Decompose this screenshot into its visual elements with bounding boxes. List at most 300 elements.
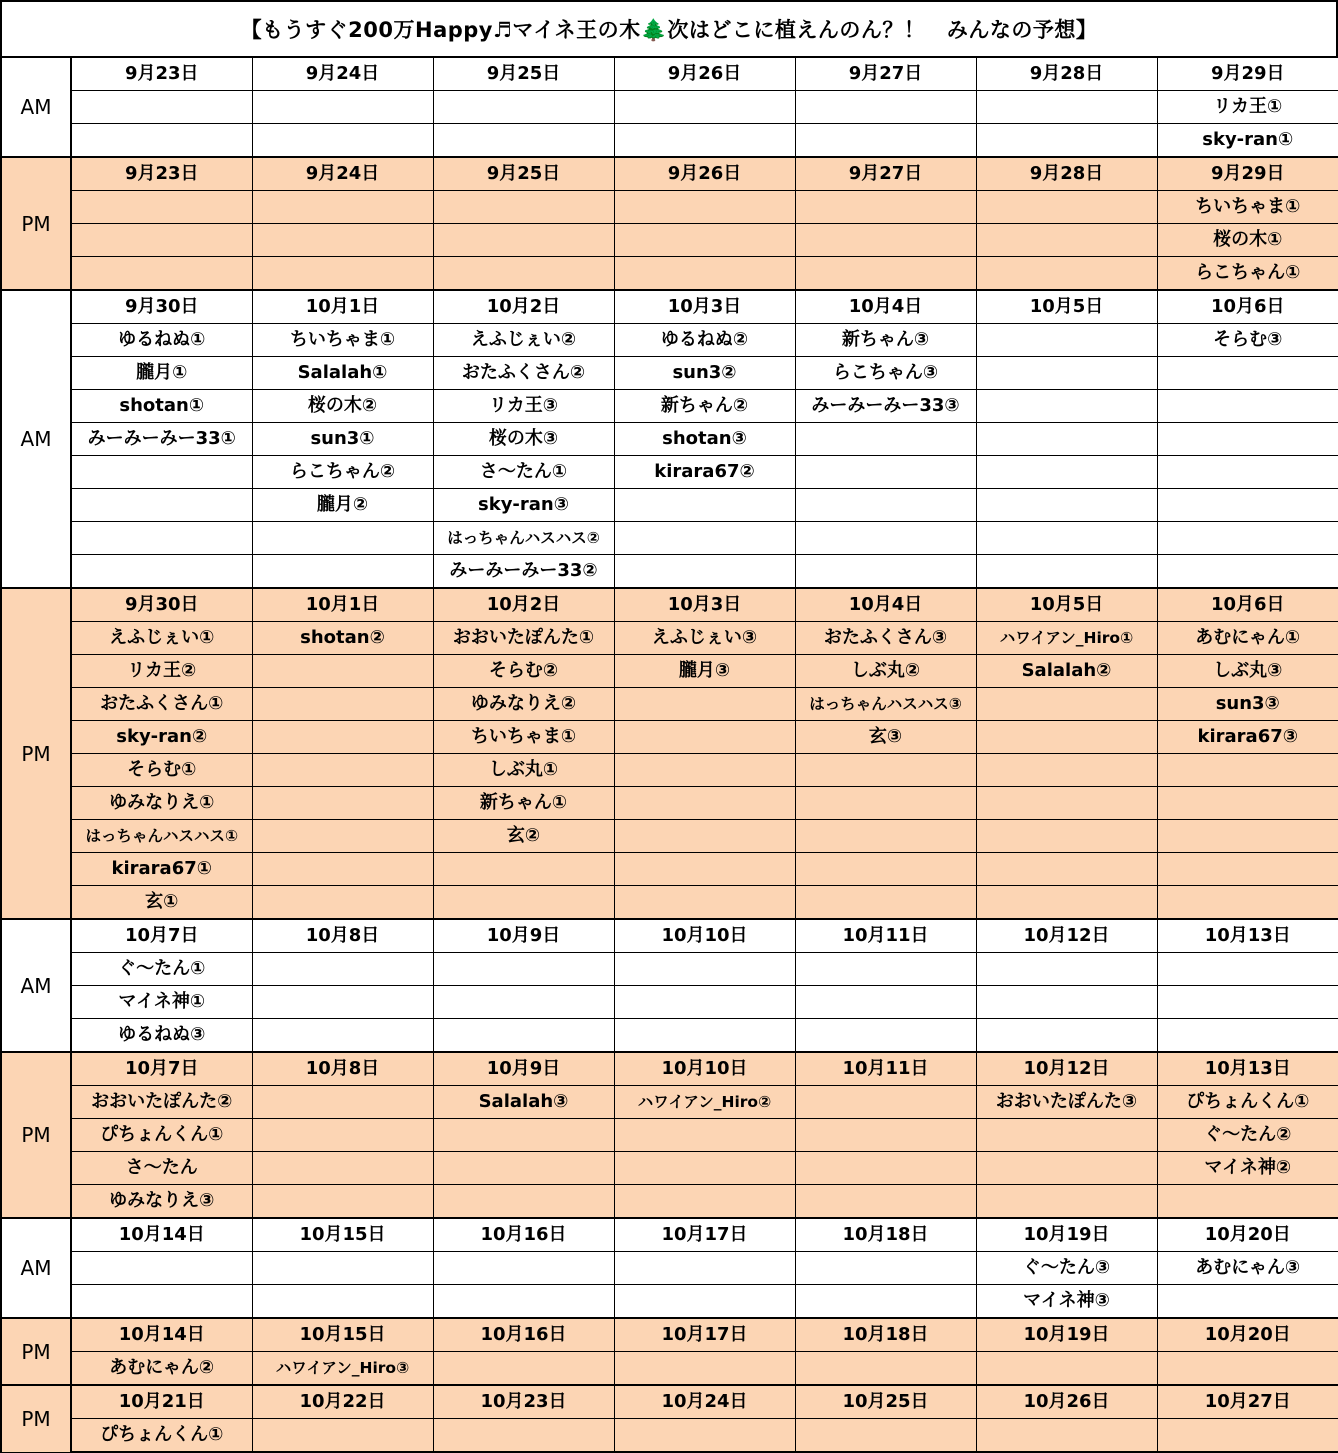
prediction-cell xyxy=(614,224,795,257)
prediction-cell: ゆるねぬ① xyxy=(71,324,252,357)
prediction-cell xyxy=(795,1252,976,1285)
prediction-cell xyxy=(795,555,976,589)
prediction-cell: マイネ神① xyxy=(71,986,252,1019)
prediction-cell: kirara67① xyxy=(71,853,252,886)
prediction-cell xyxy=(252,820,433,853)
prediction-cell xyxy=(433,986,614,1019)
prediction-cell xyxy=(614,555,795,589)
prediction-cell: sun3① xyxy=(252,423,433,456)
entry-row xyxy=(1,357,1338,390)
date-header: 10月10日 xyxy=(614,1052,795,1086)
date-header: 9月28日 xyxy=(976,57,1157,91)
prediction-cell xyxy=(614,1419,795,1453)
date-header: 10月1日 xyxy=(252,588,433,622)
prediction-cell xyxy=(252,787,433,820)
prediction-cell: リカ王③ xyxy=(433,390,614,423)
entry-row xyxy=(1,622,1338,655)
date-header: 10月26日 xyxy=(976,1385,1157,1419)
prediction-cell xyxy=(976,953,1157,986)
date-header: 9月26日 xyxy=(614,157,795,191)
date-row xyxy=(1,57,1338,91)
prediction-cell: ゆるねぬ② xyxy=(614,324,795,357)
date-header: 10月22日 xyxy=(252,1385,433,1419)
prediction-cell: ちいちゃま① xyxy=(1157,191,1338,224)
date-header: 10月9日 xyxy=(433,1052,614,1086)
entry-row xyxy=(1,324,1338,357)
prediction-cell xyxy=(795,423,976,456)
prediction-cell xyxy=(976,124,1157,158)
prediction-cell xyxy=(433,91,614,124)
prediction-cell: ぴちょんくん① xyxy=(1157,1086,1338,1119)
entry-row xyxy=(1,1119,1338,1152)
prediction-cell xyxy=(976,555,1157,589)
entry-row xyxy=(1,953,1338,986)
entry-row xyxy=(1,257,1338,291)
prediction-cell xyxy=(71,191,252,224)
prediction-cell xyxy=(795,986,976,1019)
prediction-cell: sky-ran① xyxy=(1157,124,1338,158)
prediction-cell xyxy=(252,1419,433,1453)
prediction-cell: kirara67③ xyxy=(1157,721,1338,754)
prediction-cell: おたふくさん② xyxy=(433,357,614,390)
prediction-cell xyxy=(795,754,976,787)
prediction-cell: kirara67② xyxy=(614,456,795,489)
prediction-cell: あむにゃん① xyxy=(1157,622,1338,655)
period-label: PM xyxy=(1,1385,71,1452)
prediction-cell xyxy=(976,324,1157,357)
prediction-cell: ハワイアン_Hiro③ xyxy=(252,1352,433,1386)
date-header: 10月4日 xyxy=(795,290,976,324)
date-header: 10月16日 xyxy=(433,1318,614,1352)
prediction-cell: えふじぇい② xyxy=(433,324,614,357)
entry-row xyxy=(1,1252,1338,1285)
prediction-cell xyxy=(795,1119,976,1152)
prediction-cell xyxy=(71,456,252,489)
date-header: 10月19日 xyxy=(976,1218,1157,1252)
period-label: PM xyxy=(1,1318,71,1385)
entry-row xyxy=(1,655,1338,688)
period-label: AM xyxy=(1,919,71,1052)
prediction-cell xyxy=(252,124,433,158)
prediction-cell: ゆみなりえ③ xyxy=(71,1185,252,1219)
prediction-cell xyxy=(433,224,614,257)
prediction-cell: 桜の木① xyxy=(1157,224,1338,257)
date-header: 10月6日 xyxy=(1157,588,1338,622)
prediction-cell: ゆるねぬ③ xyxy=(71,1019,252,1053)
entry-row xyxy=(1,191,1338,224)
prediction-cell xyxy=(252,522,433,555)
prediction-cell xyxy=(252,688,433,721)
entry-row xyxy=(1,456,1338,489)
entry-row xyxy=(1,721,1338,754)
date-header: 9月23日 xyxy=(71,57,252,91)
period-label: PM xyxy=(1,157,71,290)
period-label: AM xyxy=(1,290,71,588)
entry-row xyxy=(1,986,1338,1019)
prediction-cell xyxy=(1157,357,1338,390)
prediction-cell xyxy=(1157,754,1338,787)
prediction-cell xyxy=(71,257,252,291)
prediction-cell xyxy=(1157,1352,1338,1386)
entry-row xyxy=(1,1086,1338,1119)
date-header: 10月14日 xyxy=(71,1218,252,1252)
prediction-cell: しぶ丸① xyxy=(433,754,614,787)
prediction-cell xyxy=(252,1152,433,1185)
date-header: 9月23日 xyxy=(71,157,252,191)
prediction-cell: らこちゃん③ xyxy=(795,357,976,390)
date-header: 10月4日 xyxy=(795,588,976,622)
prediction-cell: えふじぇい① xyxy=(71,622,252,655)
prediction-cell xyxy=(614,953,795,986)
prediction-cell xyxy=(795,257,976,291)
prediction-cell xyxy=(433,191,614,224)
prediction-cell xyxy=(1157,787,1338,820)
date-header: 10月9日 xyxy=(433,919,614,953)
prediction-cell xyxy=(795,1352,976,1386)
date-header: 10月2日 xyxy=(433,588,614,622)
prediction-cell xyxy=(1157,1185,1338,1219)
prediction-cell: おたふくさん① xyxy=(71,688,252,721)
prediction-cell: Salalah① xyxy=(252,357,433,390)
prediction-cell xyxy=(976,191,1157,224)
prediction-cell: ぴちょんくん① xyxy=(71,1419,252,1453)
prediction-cell: あむにゃん③ xyxy=(1157,1252,1338,1285)
date-row xyxy=(1,290,1338,324)
prediction-cell xyxy=(795,953,976,986)
date-header: 10月18日 xyxy=(795,1218,976,1252)
entry-row xyxy=(1,1285,1338,1319)
prediction-cell: 新ちゃん③ xyxy=(795,324,976,357)
date-header: 10月7日 xyxy=(71,919,252,953)
prediction-cell: はっちゃんハスハス① xyxy=(71,820,252,853)
prediction-cell xyxy=(1157,1419,1338,1453)
entry-row xyxy=(1,555,1338,589)
prediction-cell: そらむ③ xyxy=(1157,324,1338,357)
prediction-cell xyxy=(1157,886,1338,920)
date-header: 10月8日 xyxy=(252,1052,433,1086)
prediction-cell xyxy=(795,224,976,257)
prediction-cell: ちいちゃま① xyxy=(433,721,614,754)
prediction-cell xyxy=(795,1086,976,1119)
prediction-cell xyxy=(614,257,795,291)
prediction-cell: そらむ① xyxy=(71,754,252,787)
prediction-cell xyxy=(252,555,433,589)
prediction-cell xyxy=(252,886,433,920)
prediction-cell xyxy=(795,191,976,224)
prediction-cell xyxy=(976,91,1157,124)
date-header: 9月28日 xyxy=(976,157,1157,191)
prediction-cell: ぐ～たん② xyxy=(1157,1119,1338,1152)
date-header: 10月1日 xyxy=(252,290,433,324)
prediction-cell xyxy=(614,1019,795,1053)
date-header: 9月26日 xyxy=(614,57,795,91)
prediction-cell xyxy=(614,489,795,522)
prediction-cell: みーみーみー33③ xyxy=(795,390,976,423)
prediction-cell xyxy=(433,1152,614,1185)
prediction-cell: 新ちゃん② xyxy=(614,390,795,423)
prediction-cell xyxy=(433,1352,614,1386)
date-row xyxy=(1,1052,1338,1086)
date-header: 10月11日 xyxy=(795,1052,976,1086)
prediction-cell xyxy=(433,1019,614,1053)
prediction-cell xyxy=(252,655,433,688)
entry-row xyxy=(1,423,1338,456)
prediction-cell xyxy=(1157,423,1338,456)
prediction-cell xyxy=(795,1419,976,1453)
prediction-cell xyxy=(252,1019,433,1053)
prediction-cell: おたふくさん③ xyxy=(795,622,976,655)
prediction-cell xyxy=(1157,1285,1338,1319)
prediction-cell: ちいちゃま① xyxy=(252,324,433,357)
prediction-cell xyxy=(976,1419,1157,1453)
prediction-cell xyxy=(1157,853,1338,886)
prediction-cell xyxy=(614,1285,795,1319)
prediction-cell xyxy=(976,1185,1157,1219)
prediction-cell xyxy=(614,754,795,787)
prediction-cell xyxy=(614,688,795,721)
date-header: 10月2日 xyxy=(433,290,614,324)
prediction-cell xyxy=(1157,555,1338,589)
prediction-cell: しぶ丸② xyxy=(795,655,976,688)
prediction-cell xyxy=(976,257,1157,291)
prediction-cell: ハワイアン_Hiro① xyxy=(976,622,1157,655)
date-header: 10月5日 xyxy=(976,588,1157,622)
prediction-cell xyxy=(795,522,976,555)
prediction-cell xyxy=(252,953,433,986)
prediction-cell: おおいたぽんた② xyxy=(71,1086,252,1119)
date-header: 10月15日 xyxy=(252,1218,433,1252)
prediction-cell: sun3③ xyxy=(1157,688,1338,721)
prediction-cell: らこちゃん② xyxy=(252,456,433,489)
prediction-cell xyxy=(795,124,976,158)
date-header: 10月8日 xyxy=(252,919,433,953)
prediction-cell xyxy=(252,1086,433,1119)
prediction-cell xyxy=(976,986,1157,1019)
entry-row xyxy=(1,124,1338,158)
date-header: 9月29日 xyxy=(1157,57,1338,91)
prediction-cell xyxy=(614,1152,795,1185)
entry-row xyxy=(1,1419,1338,1453)
prediction-cell: らこちゃん① xyxy=(1157,257,1338,291)
entry-row xyxy=(1,1185,1338,1219)
prediction-cell xyxy=(71,124,252,158)
prediction-cell xyxy=(433,124,614,158)
prediction-cell xyxy=(433,853,614,886)
date-header: 10月14日 xyxy=(71,1318,252,1352)
prediction-cell: 玄③ xyxy=(795,721,976,754)
date-header: 10月3日 xyxy=(614,290,795,324)
prediction-cell xyxy=(71,489,252,522)
date-header: 9月25日 xyxy=(433,57,614,91)
prediction-cell: はっちゃんハスハス③ xyxy=(795,688,976,721)
date-header: 10月21日 xyxy=(71,1385,252,1419)
prediction-cell xyxy=(614,1352,795,1386)
prediction-cell: 朧月① xyxy=(71,357,252,390)
entry-row xyxy=(1,886,1338,920)
prediction-cell: そらむ② xyxy=(433,655,614,688)
entry-row xyxy=(1,754,1338,787)
prediction-cell: 桜の木③ xyxy=(433,423,614,456)
prediction-cell xyxy=(795,886,976,920)
date-header: 10月6日 xyxy=(1157,290,1338,324)
prediction-cell: 玄① xyxy=(71,886,252,920)
prediction-cell xyxy=(976,688,1157,721)
date-header: 10月7日 xyxy=(71,1052,252,1086)
prediction-cell xyxy=(614,1119,795,1152)
prediction-cell xyxy=(252,853,433,886)
prediction-cell xyxy=(614,124,795,158)
prediction-cell xyxy=(252,754,433,787)
prediction-cell xyxy=(976,820,1157,853)
entry-row xyxy=(1,1152,1338,1185)
prediction-cell: 新ちゃん① xyxy=(433,787,614,820)
prediction-cell xyxy=(976,423,1157,456)
prediction-cell: Salalah③ xyxy=(433,1086,614,1119)
date-header: 10月19日 xyxy=(976,1318,1157,1352)
prediction-cell: しぶ丸③ xyxy=(1157,655,1338,688)
prediction-cell xyxy=(71,555,252,589)
date-header: 10月24日 xyxy=(614,1385,795,1419)
prediction-cell: はっちゃんハスハス② xyxy=(433,522,614,555)
prediction-cell xyxy=(1157,953,1338,986)
date-header: 10月27日 xyxy=(1157,1385,1338,1419)
prediction-cell: ぐ～たん① xyxy=(71,953,252,986)
prediction-cell: えふじぇい③ xyxy=(614,622,795,655)
date-row xyxy=(1,1385,1338,1419)
prediction-cell xyxy=(795,91,976,124)
date-header: 10月12日 xyxy=(976,1052,1157,1086)
prediction-cell xyxy=(614,191,795,224)
prediction-cell xyxy=(252,224,433,257)
prediction-cell: マイネ神② xyxy=(1157,1152,1338,1185)
prediction-cell xyxy=(433,886,614,920)
prediction-cell: 玄② xyxy=(433,820,614,853)
date-header: 9月30日 xyxy=(71,290,252,324)
date-header: 10月11日 xyxy=(795,919,976,953)
prediction-cell: おおいたぽんた③ xyxy=(976,1086,1157,1119)
prediction-cell xyxy=(976,522,1157,555)
date-header: 10月17日 xyxy=(614,1218,795,1252)
prediction-cell xyxy=(795,1152,976,1185)
prediction-cell xyxy=(614,1252,795,1285)
prediction-cell xyxy=(1157,986,1338,1019)
prediction-cell: さ～たん xyxy=(71,1152,252,1185)
prediction-cell: shotan③ xyxy=(614,423,795,456)
prediction-cell: 桜の木② xyxy=(252,390,433,423)
date-header: 10月20日 xyxy=(1157,1218,1338,1252)
date-header: 9月24日 xyxy=(252,57,433,91)
date-header: 9月29日 xyxy=(1157,157,1338,191)
prediction-cell xyxy=(976,721,1157,754)
prediction-cell xyxy=(795,1185,976,1219)
prediction-cell xyxy=(71,91,252,124)
prediction-cell xyxy=(1157,1019,1338,1053)
prediction-cell xyxy=(252,1285,433,1319)
date-row xyxy=(1,919,1338,953)
prediction-cell: ゆみなりえ① xyxy=(71,787,252,820)
prediction-cell xyxy=(252,91,433,124)
prediction-cell: 朧月③ xyxy=(614,655,795,688)
prediction-cell xyxy=(614,522,795,555)
prediction-cell xyxy=(252,721,433,754)
date-row xyxy=(1,1318,1338,1352)
prediction-cell xyxy=(614,986,795,1019)
prediction-cell xyxy=(1157,522,1338,555)
prediction-cell: リカ王① xyxy=(1157,91,1338,124)
prediction-cell xyxy=(976,390,1157,423)
prediction-table xyxy=(0,56,1338,1453)
prediction-cell xyxy=(252,986,433,1019)
prediction-cell: ぴちょんくん① xyxy=(71,1119,252,1152)
prediction-cell xyxy=(433,1252,614,1285)
prediction-cell: みーみーみー33① xyxy=(71,423,252,456)
prediction-cell xyxy=(976,853,1157,886)
sheet-title: 【もうすぐ200万Happy♬マイネ王の木🌲次はどこに植えんのん？！ みんなの予想】 xyxy=(0,0,1338,56)
entry-row xyxy=(1,1352,1338,1386)
prediction-cell xyxy=(614,853,795,886)
date-header: 10月20日 xyxy=(1157,1318,1338,1352)
date-row xyxy=(1,588,1338,622)
prediction-cell: sky-ran② xyxy=(71,721,252,754)
date-header: 10月25日 xyxy=(795,1385,976,1419)
prediction-cell: おおいたぽんた① xyxy=(433,622,614,655)
prediction-cell xyxy=(71,1252,252,1285)
prediction-cell: マイネ神③ xyxy=(976,1285,1157,1319)
prediction-cell: リカ王② xyxy=(71,655,252,688)
prediction-cell xyxy=(795,456,976,489)
prediction-cell: shotan① xyxy=(71,390,252,423)
entry-row xyxy=(1,787,1338,820)
date-header: 10月10日 xyxy=(614,919,795,953)
period-label: PM xyxy=(1,588,71,919)
date-header: 10月15日 xyxy=(252,1318,433,1352)
prediction-cell: ハワイアン_Hiro② xyxy=(614,1086,795,1119)
date-header: 10月17日 xyxy=(614,1318,795,1352)
prediction-cell: Salalah② xyxy=(976,655,1157,688)
entry-row xyxy=(1,820,1338,853)
prediction-cell xyxy=(71,1285,252,1319)
prediction-cell xyxy=(71,224,252,257)
date-header: 9月24日 xyxy=(252,157,433,191)
prediction-cell xyxy=(1157,820,1338,853)
prediction-cell xyxy=(976,1352,1157,1386)
entry-row xyxy=(1,1019,1338,1053)
prediction-cell xyxy=(976,787,1157,820)
period-label: PM xyxy=(1,1052,71,1218)
entry-row xyxy=(1,688,1338,721)
prediction-cell xyxy=(795,853,976,886)
date-header: 9月25日 xyxy=(433,157,614,191)
period-label: AM xyxy=(1,57,71,157)
prediction-cell xyxy=(976,754,1157,787)
prediction-cell xyxy=(976,1019,1157,1053)
prediction-cell xyxy=(433,1119,614,1152)
prediction-cell xyxy=(433,257,614,291)
prediction-cell xyxy=(614,886,795,920)
prediction-cell xyxy=(433,953,614,986)
date-header: 10月5日 xyxy=(976,290,1157,324)
date-header: 9月27日 xyxy=(795,57,976,91)
prediction-cell: さ～たん① xyxy=(433,456,614,489)
prediction-cell xyxy=(976,886,1157,920)
date-header: 10月12日 xyxy=(976,919,1157,953)
date-header: 9月30日 xyxy=(71,588,252,622)
entry-row xyxy=(1,390,1338,423)
prediction-cell xyxy=(976,1119,1157,1152)
prediction-cell xyxy=(795,787,976,820)
prediction-cell xyxy=(976,357,1157,390)
prediction-cell xyxy=(976,489,1157,522)
